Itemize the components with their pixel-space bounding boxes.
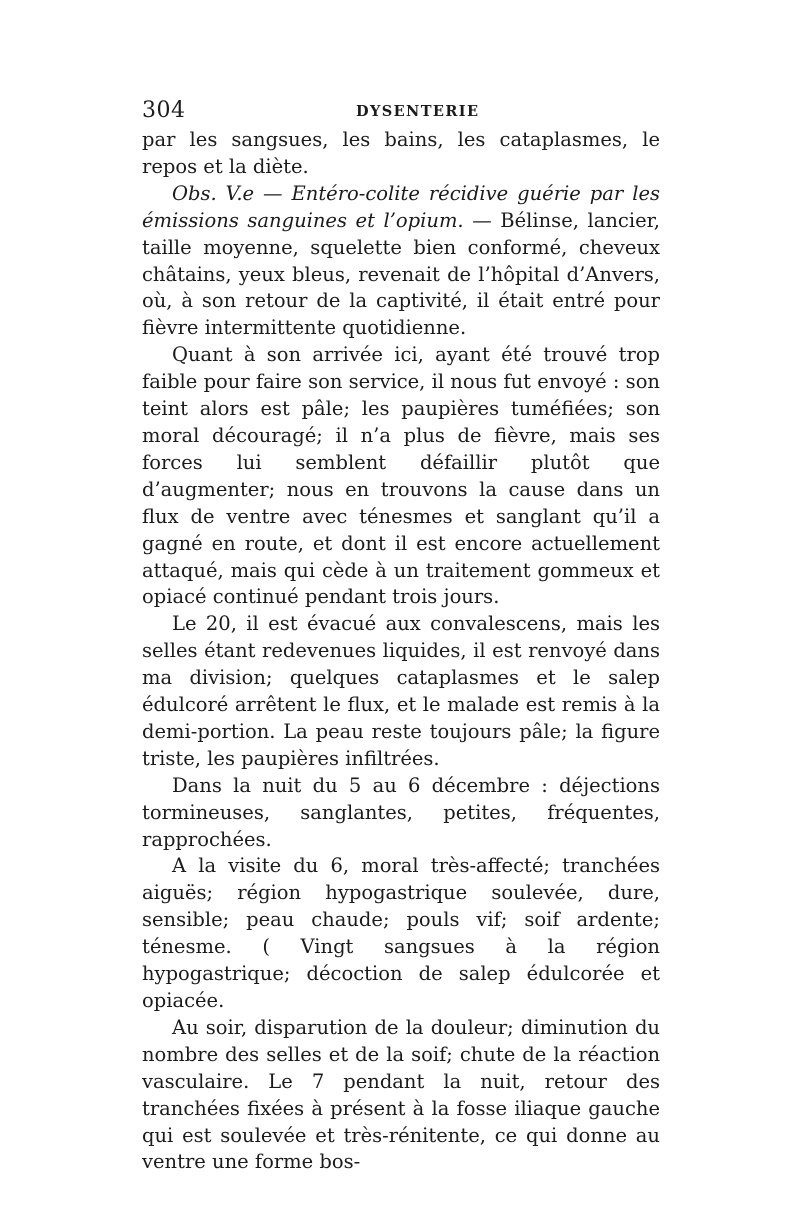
- paragraph-observation: [142, 181, 660, 342]
- paragraph-night-5-6: Dans la nuit du 5 au 6 décembre : déjections tormineuses, sanglantes, petites, fréquentes, rapprochées.: [142, 773, 660, 851]
- paragraph-arrival: Quant à son arrivée ici, ayant été trouvé trop faible pour faire son service, il nous fut envoyé : son teint alors est pâle; les paupières tuméfiées; son moral découragé; il n’a plus de fièvre, mais ses forces lui semblent défaillir plutôt que d’augmenter; nous en trouvons la cause dans un flux de ventre avec ténesmes et sanglant qu’il a gagné en route, et dont il est encore actuellement attaqué, mais qui cède à un traitement gommeux et opiacé continué pendant trois jours.: [142, 343, 660, 609]
- page-header: [142, 98, 662, 122]
- paragraph-visit-6: A la visite du 6, moral très-affecté; tranchées aiguës; région hypogastrique soulevée, dure, sensible; peau chaude; pouls vif; soif ardente; ténesme. ( Vingt sangsues à la région hypogastrique; décoction de salep édulcorée et opiacée.: [142, 854, 660, 1012]
- observation-label: Obs. V.e —: [172, 181, 292, 205]
- observation-title: Entéro-colite récidive guérie par les émissions sanguines et l’opium.: [142, 181, 660, 232]
- page-number: 304: [142, 98, 186, 123]
- paragraph-continuation: par les sangsues, les bains, les cataplasmes, le repos et la diète.: [142, 128, 660, 178]
- body-text: [142, 127, 660, 1176]
- paragraph-evening: Au soir, disparution de la douleur; diminution du nombre des selles et de la soif; chute de la réaction vasculaire. Le 7 pendant la nuit, retour des tranchées fixées à présent à la fosse iliaque gauche qui est soulevée et très-rénitente, ce qui donne au ventre une forme bos-: [142, 1015, 660, 1174]
- observation-text: — Bélinse, lancier, taille moyenne, squelette bien conformé, cheveux châtains, yeux bleus, revenait de l’hôpital d’Anvers, où, à son retour de la captivité, il était entré pour fièvre intermittente quotidienne.: [142, 208, 660, 340]
- running-head: DYSENTERIE: [356, 103, 480, 120]
- paragraph-day-20: Le 20, il est évacué aux convalescens, mais les selles étant redevenues liquides, il est renvoyé dans ma division; quelques cataplasmes et le salep édulcoré arrêtent le flux, et le malade est remis à la demi-portion. La peau reste toujours pâle; la figure triste, les paupières infiltrées.: [142, 612, 660, 770]
